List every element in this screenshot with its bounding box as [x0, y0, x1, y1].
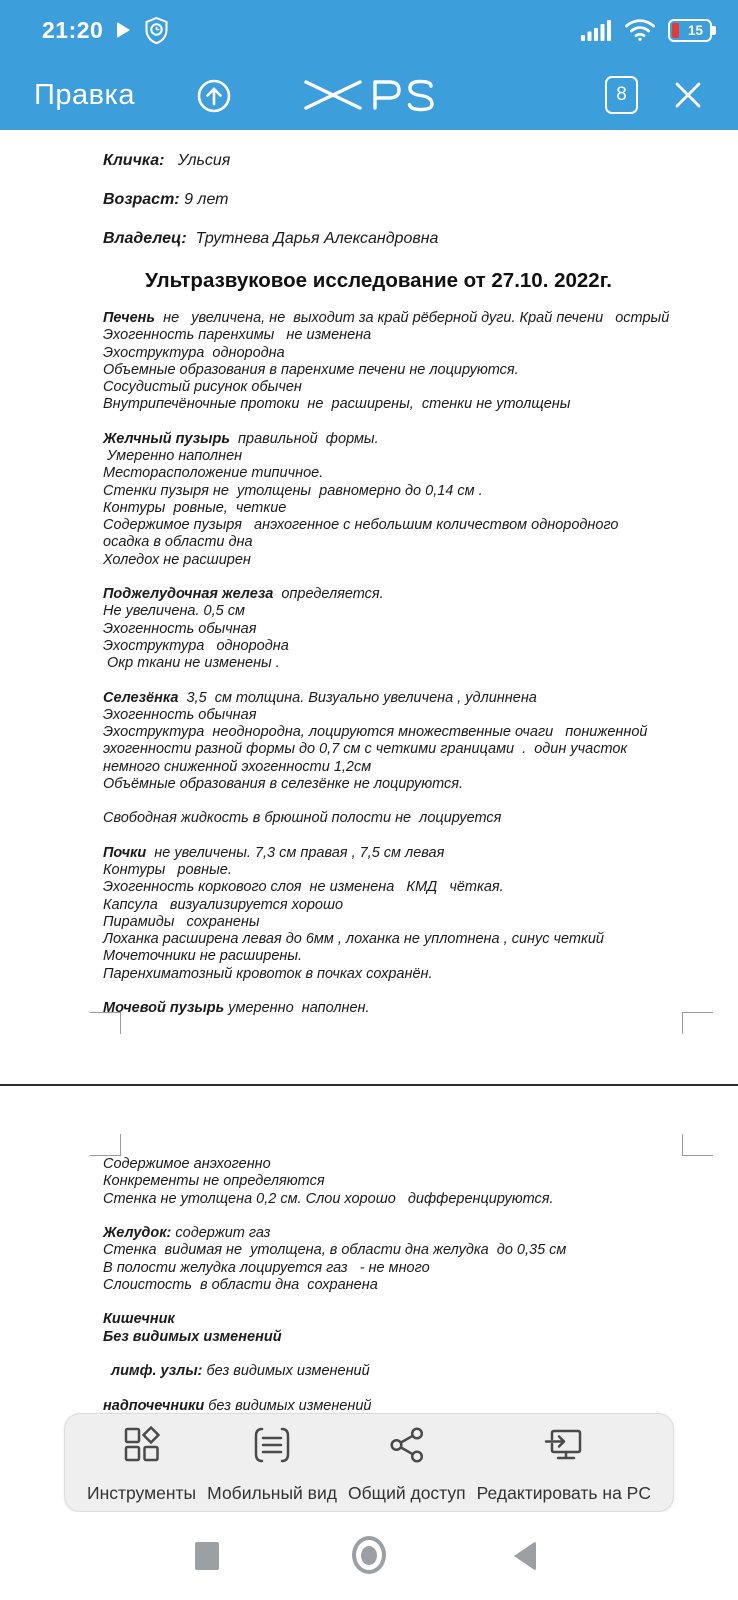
doc-line[interactable] [103, 948, 668, 965]
doc-line[interactable] [103, 759, 668, 776]
doc-line[interactable] [103, 500, 668, 517]
recents-icon[interactable] [195, 1542, 219, 1570]
doc-line[interactable] [103, 810, 668, 827]
doc-run: 3,5 см толщина. Визуально увеличена , удлиннена [178, 689, 537, 706]
doc-run-bold: Селезёнка [103, 689, 179, 706]
doc-run: Эхоструктура неоднородна, лоцируются множественные очаги пониженной [103, 724, 648, 740]
doc-run: Слоистость в области дна сохранена [103, 1276, 378, 1293]
doc-line[interactable] [103, 603, 668, 620]
doc-run: Эхогенность обычная [103, 620, 257, 637]
doc-line[interactable] [103, 741, 668, 758]
doc-line[interactable] [103, 1191, 668, 1208]
android-nav-bar [0, 1512, 738, 1600]
doc-line[interactable] [103, 1277, 668, 1294]
page2-top-right-crop-mark [682, 1134, 713, 1156]
document-page-1[interactable] [0, 130, 738, 1017]
doc-run: Ульсия [164, 152, 231, 169]
doc-line[interactable] [103, 465, 668, 482]
doc-line[interactable] [103, 862, 668, 879]
edit-mode-button[interactable]: Правка [34, 78, 135, 111]
doc-run-bold: Возраст: [103, 191, 180, 208]
page1-bottom-left-crop-mark [90, 1012, 121, 1034]
doc-run: немного сниженной эхогенности 1,2см [103, 758, 372, 775]
doc-line[interactable] [103, 345, 668, 362]
doc-blank-line[interactable] [103, 828, 668, 845]
doc-run-bold: Почки [103, 844, 147, 861]
doc-line[interactable] [103, 396, 668, 413]
doc-run: эхогенности разной формы до 0,7 см с четкими границами . один участок [103, 741, 628, 758]
page1-bottom-right-crop-mark [682, 1012, 713, 1034]
doc-run-bold: Желчный пузырь [103, 430, 230, 447]
doc-blank-line[interactable] [103, 672, 668, 689]
clock-time: 21:20 [42, 16, 104, 43]
tools-button[interactable] [87, 1424, 196, 1503]
doc-run: Содержимое анэхогенно [103, 1156, 271, 1172]
status-bar [0, 0, 738, 60]
doc-line[interactable] [103, 189, 668, 210]
doc-run-bold: надпочечники [103, 1397, 205, 1414]
doc-run-bold: Печень [103, 310, 156, 326]
doc-run: Холедох не расширен [103, 551, 251, 568]
patient-meta-block [103, 150, 668, 249]
upload-cloud-icon[interactable] [193, 74, 235, 116]
doc-run: 9 лет [179, 191, 229, 208]
doc-run-bold: Желудок: [103, 1225, 172, 1241]
doc-blank-line[interactable] [103, 1346, 668, 1363]
bottom-toolbar [64, 1413, 674, 1512]
document-title: Ультразвуковое исследование от 27.10. 2022г. [145, 269, 612, 292]
doc-line[interactable] [103, 879, 668, 896]
mobile-view-button[interactable] [207, 1424, 337, 1503]
battery-percent: 15 [687, 22, 704, 38]
doc-line[interactable] [103, 310, 668, 327]
wifi-icon [624, 18, 656, 42]
doc-run: не увеличена, не выходит за край рёберной дуги. Край печени острый [155, 310, 670, 326]
doc-line[interactable] [103, 966, 668, 983]
doc-line[interactable] [103, 1173, 668, 1190]
doc-run: Пирамиды сохранены [103, 913, 260, 930]
page-count-badge[interactable]: 8 [605, 76, 638, 114]
doc-line[interactable] [103, 431, 668, 448]
doc-line[interactable] [103, 638, 668, 655]
doc-run: Не увеличена. 0,5 см [103, 603, 245, 620]
doc-run-bold: Поджелудочная железа [103, 586, 274, 602]
doc-run: не увеличены. 7,3 см правая , 7,5 см левая [146, 844, 445, 861]
doc-run: Паренхиматозный кровоток в почках сохранён. [103, 965, 433, 982]
doc-run: Умеренно наполнен [103, 448, 243, 464]
doc-run: Трутнева Дарья Александровна [186, 230, 439, 247]
doc-run-bold: Владелец: [103, 230, 187, 247]
doc-run: Лоханка расширена левая до 6мм , лоханка не уплотнена , синус четкий [103, 931, 604, 947]
doc-line[interactable] [103, 707, 668, 724]
doc-line[interactable] [103, 845, 668, 862]
home-icon[interactable] [352, 1536, 386, 1574]
tools-grid-icon [123, 1424, 161, 1466]
doc-run-bold: Кишечник [103, 1311, 175, 1328]
doc-run: Объемные образования в паренхиме печени не лоцируются. [103, 361, 519, 378]
doc-run: В полости желудка лоцируется газ - не много [103, 1259, 430, 1276]
doc-blank-line[interactable] [103, 983, 668, 1000]
doc-run: Эхогенность обычная [103, 706, 257, 723]
doc-line[interactable] [103, 1225, 668, 1242]
doc-run: Сосудистый рисунок обычен [103, 379, 302, 395]
doc-blank-line[interactable] [103, 793, 668, 810]
share-button[interactable] [348, 1424, 466, 1503]
edit-on-pc-icon [544, 1424, 584, 1466]
back-icon[interactable] [514, 1541, 536, 1571]
battery-level-bar [672, 23, 679, 38]
doc-line[interactable] [103, 690, 668, 707]
doc-run: Контуры ровные, четкие [103, 499, 287, 516]
doc-run: без видимых изменений [202, 1363, 370, 1379]
doc-line[interactable] [103, 586, 668, 603]
battery-icon [668, 19, 712, 42]
doc-run: без видимых изменений [204, 1397, 372, 1414]
doc-run-bold: лимф. узлы: [103, 1363, 203, 1379]
doc-line[interactable] [103, 914, 668, 931]
doc-run: Стенка видимая не утолщена, в области дна желудка до 0,35 см [103, 1242, 567, 1259]
mobile-view-icon [252, 1424, 292, 1466]
doc-blank-line[interactable] [103, 414, 668, 431]
close-icon[interactable] [672, 79, 704, 111]
doc-run: осадка в области дна [103, 534, 253, 551]
doc-blank-line[interactable] [103, 1294, 668, 1311]
shield-clock-icon [144, 16, 169, 45]
page2-top-left-crop-mark [90, 1134, 121, 1156]
doc-line[interactable] [103, 1000, 668, 1017]
doc-run: Стенка не утолщена 0,2 см. Слои хорошо дифференцируются. [103, 1190, 554, 1207]
doc-run: Эхогенность паренхимы не изменена [103, 327, 372, 344]
doc-run: Свободная жидкость в брюшной полости не лоцируется [103, 810, 502, 827]
doc-run-bold: Без видимых изменений [103, 1328, 282, 1345]
document-page-2[interactable] [0, 1156, 738, 1415]
doc-line[interactable] [103, 534, 668, 551]
doc-line[interactable] [103, 228, 668, 249]
doc-run: содержит газ [171, 1225, 271, 1241]
doc-line[interactable] [103, 655, 668, 672]
doc-line[interactable] [103, 1329, 668, 1346]
doc-line[interactable] [103, 1156, 668, 1173]
home-dot [361, 1546, 377, 1565]
doc-line[interactable] [103, 448, 668, 465]
doc-line[interactable] [103, 776, 668, 793]
doc-blank-line[interactable] [103, 1380, 668, 1397]
doc-run-bold: Кличка: [103, 152, 165, 169]
doc-line[interactable] [103, 552, 668, 569]
doc-line[interactable] [103, 724, 668, 741]
doc-run: Объёмные образования в селезёнке не лоцируются. [103, 775, 464, 792]
doc-line[interactable] [103, 517, 668, 534]
doc-run: правильной формы. [229, 430, 379, 447]
doc-line[interactable] [103, 483, 668, 500]
doc-line[interactable] [103, 327, 668, 344]
doc-run: Внутрипечёночные протоки не расширены, стенки не утолщены [103, 396, 571, 413]
doc-run: Конкременты не определяются [103, 1173, 325, 1190]
page2-text-block [103, 1156, 668, 1415]
doc-line[interactable] [103, 1242, 668, 1259]
doc-run: Эхоструктура однородна [103, 637, 289, 654]
doc-line[interactable] [103, 931, 668, 948]
page-divider [0, 1084, 738, 1086]
doc-run: Мочеточники не расширены. [103, 948, 303, 965]
page1-text-block [103, 310, 668, 1017]
doc-line[interactable] [103, 621, 668, 638]
doc-run: Окр ткани не изменены . [103, 655, 280, 671]
app-bar [0, 60, 738, 130]
tools-label: Инструменты [87, 1483, 197, 1503]
mobile-view-label: Мобильный вид [207, 1483, 337, 1503]
doc-blank-line[interactable] [103, 569, 668, 586]
doc-run-bold: Мочевой пузырь [103, 1000, 225, 1016]
doc-line[interactable] [103, 897, 668, 914]
play-icon [117, 22, 130, 38]
edit-on-pc-button[interactable] [477, 1424, 651, 1503]
doc-run: умеренно наполнен. [224, 1000, 370, 1016]
doc-line[interactable] [103, 362, 668, 379]
doc-line[interactable] [103, 1260, 668, 1277]
signal-strength-icon [581, 19, 612, 41]
doc-run: Содержимое пузыря анэхогенное с небольшим количеством однородного [103, 517, 619, 533]
wps-logo [300, 71, 438, 119]
doc-line[interactable] [103, 150, 668, 171]
doc-run: Эхогенность коркового слоя не изменена КМД чёткая. [103, 879, 504, 896]
doc-run: Капсула визуализируется хорошо [103, 896, 344, 913]
doc-line[interactable] [103, 1363, 668, 1380]
edit-on-pc-label: Редактировать на PC [476, 1483, 651, 1503]
doc-run: Эхоструктура однородна [103, 344, 285, 361]
share-label: Общий доступ [348, 1483, 466, 1503]
doc-run: определяется. [273, 586, 384, 602]
share-icon [388, 1424, 426, 1466]
doc-run: Стенки пузыря не утолщены равномерно до 0,14 см . [103, 482, 483, 499]
doc-run: Контуры ровные. [103, 862, 232, 878]
doc-run: Месторасположение типичное. [103, 465, 324, 482]
doc-line[interactable] [103, 379, 668, 396]
doc-blank-line[interactable] [103, 1208, 668, 1225]
doc-line[interactable] [103, 1311, 668, 1328]
